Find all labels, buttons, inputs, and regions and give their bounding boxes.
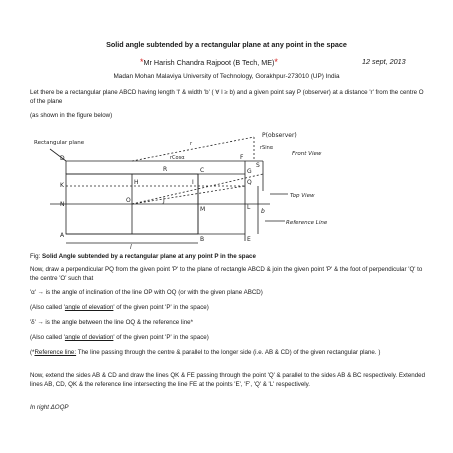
point-c: C xyxy=(200,167,205,174)
text-underlined: angle of deviation xyxy=(64,334,114,341)
text-span: (Also called ' xyxy=(30,304,65,311)
paragraph-elevation xyxy=(30,303,430,312)
point-d: D xyxy=(60,155,65,162)
caption-text: Solid Angle subtended by a rectangular plane at any point P in the space xyxy=(42,253,256,260)
label-front-view: Front View xyxy=(292,151,322,157)
text-underlined: angle of elevation xyxy=(64,304,114,311)
point-b: B xyxy=(200,236,205,243)
label-reference-line: Reference Line xyxy=(286,220,328,226)
asterisk-mark: * xyxy=(274,57,278,67)
paragraph-figure-note: (as shown in the figure below) xyxy=(30,112,113,119)
paragraph-triangle: In right ΔOQP xyxy=(30,404,69,411)
point-q: Q xyxy=(247,179,252,186)
figure-diagram xyxy=(30,131,330,249)
point-l: L xyxy=(247,204,251,211)
label-top-view: Top View xyxy=(290,193,315,199)
point-h: H xyxy=(134,179,139,186)
caption-prefix: Fig: xyxy=(30,253,43,260)
label-p-observer: P(observer) xyxy=(262,132,297,139)
text-span: ' of the given point 'P' in the space) xyxy=(113,334,209,341)
label-r: r xyxy=(190,141,193,147)
point-a: A xyxy=(60,232,65,239)
paragraph-intro: Let there be a rectangular plane ABCD having length 'l' & width 'b' ( ∀ l ≥ b) and a given point say P (observer) at a distance 'r' from the centre O of the plane xyxy=(30,89,424,105)
label-rectangular-plane: Rectangular plane xyxy=(34,140,85,146)
point-s: S xyxy=(256,162,260,169)
point-o: O xyxy=(126,197,131,204)
author-line xyxy=(140,57,278,67)
paragraph-delta: 'δ' → is the angle between the line OQ & the reference line* xyxy=(30,319,193,326)
paragraph-perpendicular: Now, draw a perpendicular PQ from the given point 'P' to the plane of rectangle ABCD & join the given point 'P' & the foot of perpendicular 'Q' to the centre 'O' such that xyxy=(30,266,423,282)
text-span: (* xyxy=(30,349,35,356)
label-rsin: rSinα xyxy=(260,145,274,151)
date: 12 sept, 2013 xyxy=(362,57,406,66)
point-r: R xyxy=(163,166,168,173)
figure-caption xyxy=(30,252,430,261)
university: Madan Mohan Malaviya University of Technology, Gorakhpur-273010 (UP) India xyxy=(113,73,340,80)
label-b: b xyxy=(261,208,265,215)
point-e: E xyxy=(247,236,251,243)
point-j: J xyxy=(163,197,165,204)
paragraph-extend: Now, extend the sides AB & CD and draw the lines QK & FE passing through the point 'Q' & parallel to the sides AB & BC respectively. Extended lines AB, CD, QK & the reference line intersecting the line FE at the points 'E', 'F', 'Q' & 'L' respectively. xyxy=(30,372,426,388)
paper-title: Solid angle subtended by a rectangular plane at any point in the space xyxy=(106,40,347,49)
point-k: K xyxy=(60,182,64,189)
point-g: G xyxy=(247,168,252,175)
point-f: F xyxy=(240,154,244,161)
paragraph-alpha: 'α' → is the angle of inclination of the line OP with OQ (or with the given plane ABCD) xyxy=(30,289,263,296)
point-m: M xyxy=(200,206,206,213)
label-l: l xyxy=(130,244,132,249)
point-n: N xyxy=(60,201,65,208)
asterisk-mark: * xyxy=(140,57,144,67)
text-span: (Also called ' xyxy=(30,334,65,341)
paragraph-deviation xyxy=(30,333,430,342)
point-i: I xyxy=(192,179,194,186)
text-span: The line passing through the centre & parallel to the longer side (i.e. AB & CD) of the given rectangular plane. ) xyxy=(76,349,381,356)
paragraph-reference-line xyxy=(30,348,430,357)
text-span: ' of the given point 'P' in the space) xyxy=(113,304,209,311)
label-rcos: rCosα xyxy=(170,155,185,161)
author-name: Mr Harish Chandra Rajpoot (B Tech, ME) xyxy=(143,58,275,67)
text-underlined: Reference line: xyxy=(34,349,77,356)
